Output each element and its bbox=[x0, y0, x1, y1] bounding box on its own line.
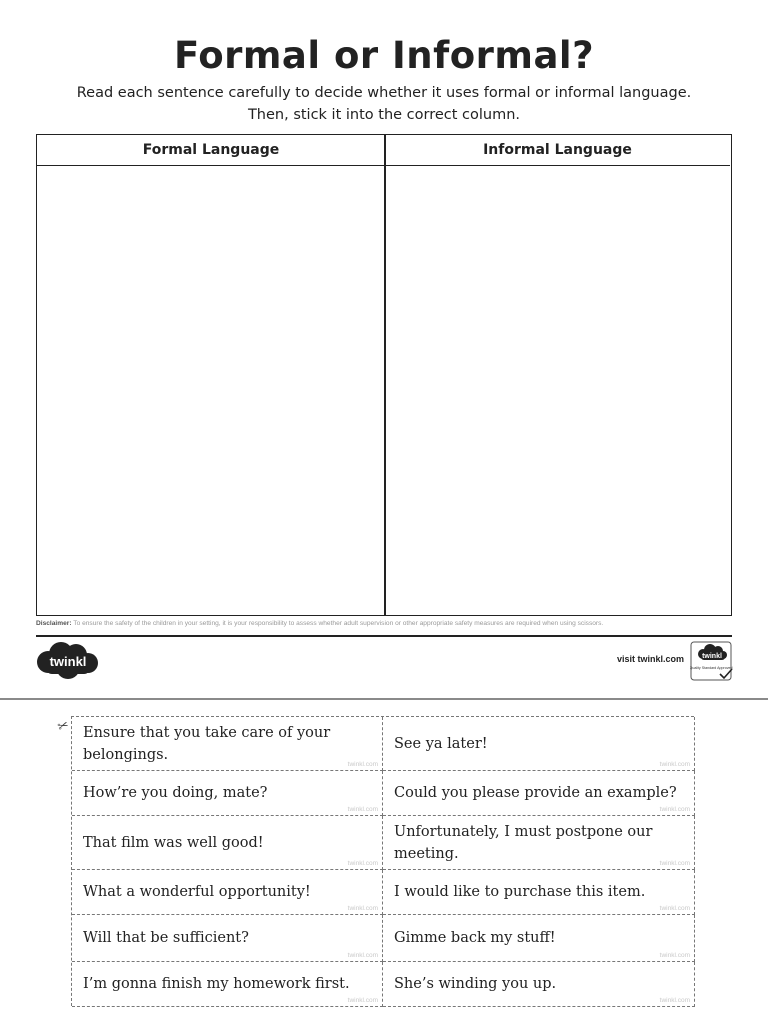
twinkl-logo bbox=[36, 640, 100, 680]
visit-website-link[interactable]: visit twinkl.com bbox=[616, 654, 684, 664]
page-separator bbox=[0, 698, 768, 700]
logo-wordmark: twinkl bbox=[49, 654, 87, 669]
card-watermark: twinkl.com bbox=[347, 860, 378, 867]
scissors-icon: ✂ bbox=[55, 717, 72, 736]
sentence-card[interactable] bbox=[72, 771, 383, 816]
informal-column-header: Informal Language bbox=[385, 135, 730, 166]
card-text: Will that be sufficient? bbox=[83, 930, 249, 946]
card-watermark: twinkl.com bbox=[659, 860, 690, 867]
formal-column-header: Formal Language bbox=[37, 135, 385, 166]
instruction-line-2: Then, stick it into the correct column. bbox=[247, 107, 521, 123]
card-watermark: twinkl.com bbox=[347, 905, 378, 912]
card-watermark: twinkl.com bbox=[659, 997, 690, 1004]
card-text: Gimme back my stuff! bbox=[394, 930, 556, 946]
sentence-card[interactable] bbox=[383, 771, 695, 816]
sentence-card[interactable] bbox=[72, 870, 383, 915]
informal-column-area[interactable] bbox=[386, 166, 731, 615]
sorting-table bbox=[36, 134, 732, 616]
card-watermark: twinkl.com bbox=[659, 952, 690, 959]
card-text: I’m gonna finish my homework first. bbox=[83, 976, 350, 992]
card-watermark: twinkl.com bbox=[659, 761, 690, 768]
sentence-card[interactable] bbox=[72, 962, 383, 1007]
cut-out-cards bbox=[71, 716, 694, 1006]
card-watermark: twinkl.com bbox=[347, 952, 378, 959]
sentence-card[interactable] bbox=[383, 717, 695, 771]
badge-wordmark: twinkl bbox=[702, 653, 722, 660]
sentence-card[interactable] bbox=[72, 816, 383, 870]
badge-caption: Quality Standard Approved bbox=[690, 666, 733, 670]
card-text: Ensure that you take care of your belongings. bbox=[83, 724, 331, 763]
card-watermark: twinkl.com bbox=[659, 905, 690, 912]
card-text: I would like to purchase this item. bbox=[394, 884, 646, 900]
formal-column-area[interactable] bbox=[37, 166, 384, 615]
sentence-card[interactable] bbox=[383, 816, 695, 870]
card-watermark: twinkl.com bbox=[347, 997, 378, 1004]
disclaimer bbox=[36, 620, 736, 627]
card-text: How’re you doing, mate? bbox=[83, 785, 268, 801]
sentence-card[interactable] bbox=[383, 962, 695, 1007]
sentence-card[interactable] bbox=[383, 915, 695, 962]
card-text: That film was well good! bbox=[83, 834, 264, 851]
card-text: Could you please provide an example? bbox=[394, 785, 677, 801]
card-text: Unfortunately, I must postpone our meeting. bbox=[394, 823, 653, 862]
sentence-card[interactable] bbox=[383, 870, 695, 915]
quality-standard-badge bbox=[690, 641, 734, 681]
footer-rule bbox=[36, 635, 732, 637]
worksheet-title: Formal or Informal? bbox=[173, 34, 595, 77]
sentence-card[interactable] bbox=[72, 915, 383, 962]
disclaimer-text: To ensure the safety of the children in your setting, it is your responsibility to assess whether adult supervision or other appropriate safety measures are required when using scissors. bbox=[73, 620, 604, 627]
instruction-line-1: Read each sentence carefully to decide whether it uses formal or informal language. bbox=[76, 85, 692, 101]
sentence-card[interactable] bbox=[72, 717, 383, 771]
card-text: What a wonderful opportunity! bbox=[83, 884, 311, 900]
card-watermark: twinkl.com bbox=[347, 761, 378, 768]
card-text: She’s winding you up. bbox=[394, 976, 557, 992]
card-text: See ya later! bbox=[394, 735, 488, 752]
card-watermark: twinkl.com bbox=[347, 806, 378, 813]
card-watermark: twinkl.com bbox=[659, 806, 690, 813]
disclaimer-label: Disclaimer: bbox=[36, 620, 72, 627]
